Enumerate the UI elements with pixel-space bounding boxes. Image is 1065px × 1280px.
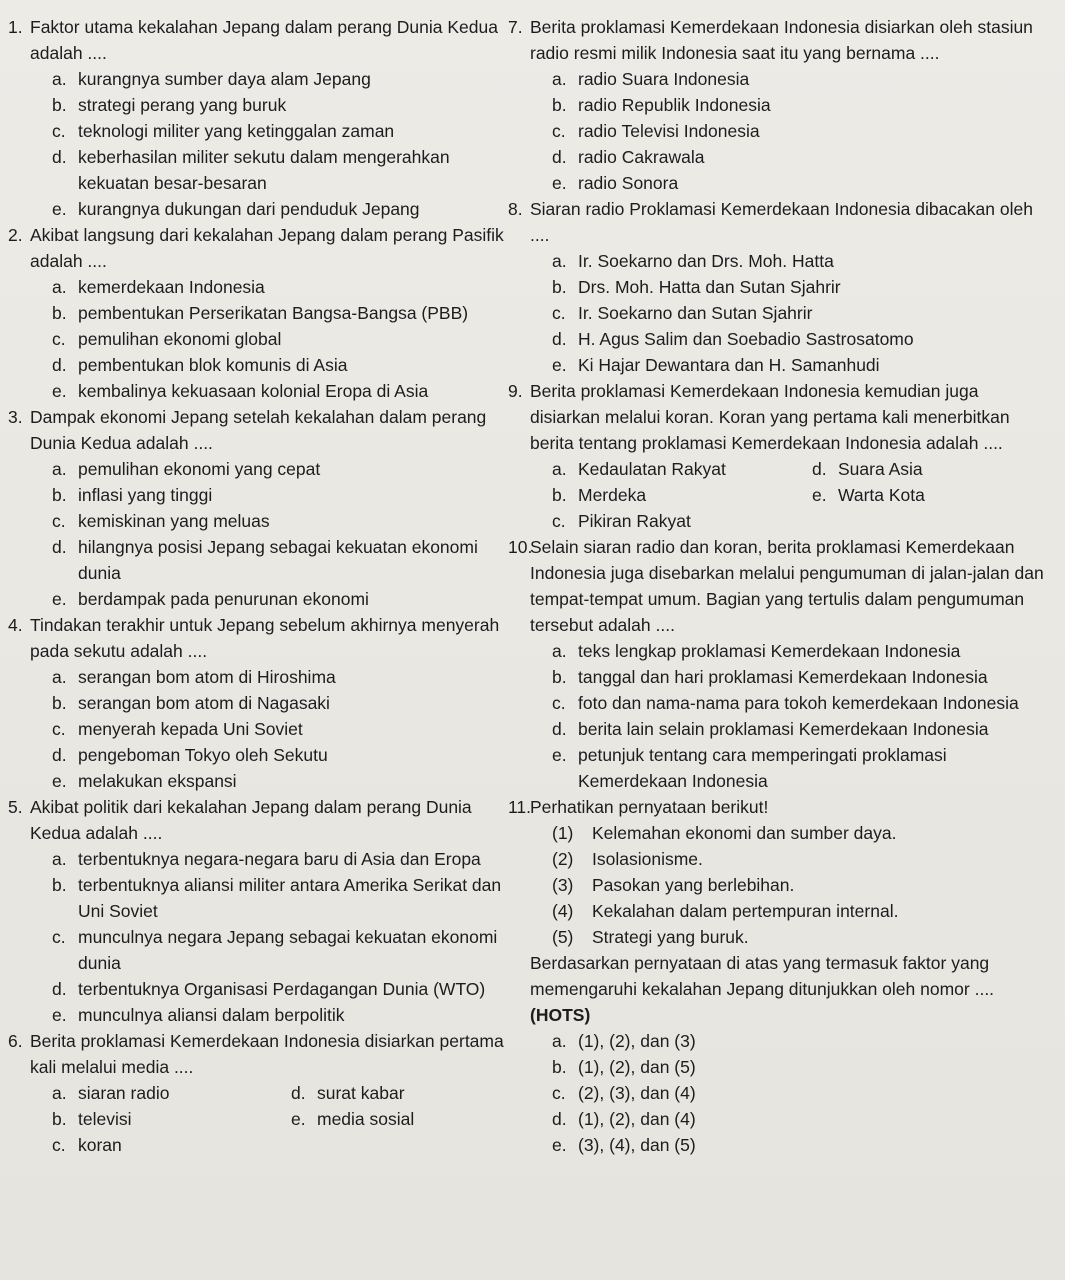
answer-option[interactable] (530, 118, 1053, 144)
option-letter: b. (52, 693, 67, 713)
left-column (8, 14, 508, 1158)
question-item (508, 14, 1053, 196)
question-text: Faktor utama kekalahan Jepang dalam perang Dunia Kedua adalah .... (30, 17, 498, 63)
statement-number: (4) (552, 901, 574, 921)
option-text: Pikiran Rakyat (578, 511, 691, 531)
option-letter: e. (52, 381, 67, 401)
answer-option[interactable] (790, 456, 1053, 482)
option-letter: d. (52, 537, 67, 557)
answer-option[interactable] (30, 92, 508, 118)
option-letter: e. (52, 1005, 67, 1025)
option-grid (30, 1080, 508, 1158)
answer-option[interactable] (30, 508, 508, 534)
statement-text: Kelemahan ekonomi dan sumber daya. (592, 823, 897, 843)
answer-option[interactable] (530, 1106, 1053, 1132)
option-letter: d. (552, 1109, 567, 1129)
option-text: kurangnya dukungan dari penduduk Jepang (78, 199, 420, 219)
option-letter: b. (52, 485, 67, 505)
question-number: 6. (8, 1031, 23, 1051)
answer-option[interactable] (530, 1054, 1053, 1080)
question-text: Akibat langsung dari kekalahan Jepang dalam perang Pasifik adalah .... (30, 225, 504, 271)
option-letter: d. (552, 329, 567, 349)
option-letter: d. (52, 979, 67, 999)
option-letter: d. (52, 147, 67, 167)
option-letter: a. (552, 1031, 567, 1051)
answer-option[interactable] (530, 274, 1053, 300)
option-grid (530, 456, 1053, 534)
answer-option[interactable] (30, 534, 508, 586)
option-letter: d. (552, 719, 567, 739)
answer-option[interactable] (30, 1132, 269, 1158)
question-text: Akibat politik dari kekalahan Jepang dalam perang Dunia Kedua adalah .... (30, 797, 472, 843)
option-letter: a. (552, 459, 567, 479)
statement-item (552, 898, 1053, 924)
option-letter: e. (291, 1109, 306, 1129)
option-letter: c. (552, 303, 566, 323)
answer-option[interactable] (530, 1028, 1053, 1054)
option-letter: d. (52, 745, 67, 765)
option-letter: a. (52, 459, 67, 479)
option-letter: c. (52, 719, 66, 739)
option-letter: c. (552, 1083, 566, 1103)
answer-option[interactable] (530, 456, 790, 482)
question-item (8, 222, 508, 404)
option-letter: a. (52, 1083, 67, 1103)
option-text: serangan bom atom di Nagasaki (78, 693, 330, 713)
option-text: kemerdekaan Indonesia (78, 277, 265, 297)
option-letter: c. (52, 121, 66, 141)
answer-option[interactable] (30, 768, 508, 794)
answer-option[interactable] (530, 352, 1053, 378)
option-text: terbentuknya aliansi militer antara Amerika Serikat dan Uni Soviet (78, 875, 502, 921)
question-number: 9. (508, 381, 523, 401)
option-letter: c. (552, 511, 566, 531)
option-letter: a. (52, 277, 67, 297)
option-text: Warta Kota (838, 485, 925, 505)
option-letter: b. (52, 303, 67, 323)
option-letter: e. (52, 199, 67, 219)
option-letter: e. (552, 173, 567, 193)
answer-option[interactable] (30, 326, 508, 352)
option-text: melakukan ekspansi (78, 771, 237, 791)
option-text: tanggal dan hari proklamasi Kemerdekaan Indonesia (578, 667, 988, 687)
question-text: Siaran radio Proklamasi Kemerdekaan Indonesia dibacakan oleh .... (530, 199, 1033, 245)
answer-option[interactable] (530, 326, 1053, 352)
statement-number: (3) (552, 875, 574, 895)
question-number: 11. (508, 797, 532, 817)
option-text: radio Republik Indonesia (578, 95, 771, 115)
question-number: 4. (8, 615, 23, 635)
option-list (30, 846, 508, 1028)
question-item (8, 14, 508, 222)
answer-option[interactable] (530, 300, 1053, 326)
answer-option[interactable] (30, 196, 508, 222)
option-text: terbentuknya Organisasi Perdagangan Dunia (WTO) (78, 979, 486, 999)
option-text: Suara Asia (838, 459, 923, 479)
option-text: menyerah kepada Uni Soviet (78, 719, 303, 739)
answer-option[interactable] (30, 352, 508, 378)
answer-option[interactable] (530, 144, 1053, 170)
option-text: siaran radio (78, 1083, 170, 1103)
answer-option[interactable] (530, 508, 790, 534)
answer-option[interactable] (30, 664, 508, 690)
answer-option[interactable] (30, 274, 508, 300)
answer-option[interactable] (30, 872, 508, 924)
statement-item (552, 872, 1053, 898)
answer-option[interactable] (30, 300, 508, 326)
statement-text: Isolasionisme. (592, 849, 703, 869)
option-text: radio Suara Indonesia (578, 69, 750, 89)
question-item (508, 196, 1053, 378)
answer-option[interactable] (269, 1106, 508, 1132)
option-text: (1), (2), dan (5) (578, 1057, 696, 1077)
option-text: Merdeka (578, 485, 647, 505)
option-text: (1), (2), dan (3) (578, 1031, 696, 1051)
option-list (30, 456, 508, 612)
answer-option[interactable] (530, 638, 1053, 664)
question-text: Selain siaran radio dan koran, berita proklamasi Kemerdekaan Indonesia juga disebarkan melalui pengumuman di jalan-jalan dan tempat-tempat umum. Bagian yang tertulis dalam pengumuman tersebut adalah .... (530, 537, 1044, 635)
question-text: Berita proklamasi Kemerdekaan Indonesia disiarkan pertama kali melalui media .... (30, 1031, 504, 1077)
option-text: kurangnya sumber daya alam Jepang (78, 69, 371, 89)
statement-number: (5) (552, 927, 574, 947)
answer-option[interactable] (30, 118, 508, 144)
answer-option[interactable] (30, 144, 508, 196)
option-letter: b. (52, 875, 67, 895)
answer-option[interactable] (30, 482, 508, 508)
answer-option[interactable] (530, 742, 1053, 794)
option-letter: b. (52, 1109, 67, 1129)
option-list (30, 664, 508, 794)
option-text: radio Sonora (578, 173, 679, 193)
answer-option[interactable] (790, 482, 1053, 508)
option-letter: e. (552, 745, 567, 765)
option-text: media sosial (317, 1109, 415, 1129)
answer-option[interactable] (530, 66, 1053, 92)
option-list (30, 274, 508, 404)
statement-text: Pasokan yang berlebihan. (592, 875, 795, 895)
option-text: berita lain selain proklamasi Kemerdekaan Indonesia (578, 719, 989, 739)
answer-option[interactable] (30, 1080, 269, 1106)
option-text: teks lengkap proklamasi Kemerdekaan Indonesia (578, 641, 961, 661)
question-item (8, 1028, 508, 1158)
hots-label: (HOTS) (530, 1005, 591, 1025)
question-item (8, 404, 508, 612)
option-letter: e. (552, 1135, 567, 1155)
option-letter: a. (552, 69, 567, 89)
option-text: hilangnya posisi Jepang sebagai kekuatan ekonomi dunia (78, 537, 478, 583)
option-text: (1), (2), dan (4) (578, 1109, 696, 1129)
option-text: televisi (78, 1109, 132, 1129)
option-letter: c. (52, 1135, 66, 1155)
option-list (530, 66, 1053, 196)
answer-option[interactable] (30, 1106, 269, 1132)
option-text: kembalinya kekuasaan kolonial Eropa di Asia (78, 381, 429, 401)
option-text: strategi perang yang buruk (78, 95, 287, 115)
question-number: 10. (508, 537, 533, 557)
option-text: surat kabar (317, 1083, 405, 1103)
option-letter: c. (552, 693, 566, 713)
option-list (530, 638, 1053, 794)
option-letter: c. (52, 927, 66, 947)
answer-option[interactable] (530, 716, 1053, 742)
answer-option[interactable] (269, 1080, 508, 1106)
answer-option[interactable] (530, 690, 1053, 716)
option-text: radio Televisi Indonesia (578, 121, 760, 141)
answer-option[interactable] (30, 690, 508, 716)
statement-text: Kekalahan dalam pertempuran internal. (592, 901, 899, 921)
answer-option[interactable] (30, 66, 508, 92)
option-text: terbentuknya negara-negara baru di Asia dan Eropa (78, 849, 481, 869)
statement-list (530, 820, 1053, 950)
statement-item (552, 820, 1053, 846)
option-text: (3), (4), dan (5) (578, 1135, 696, 1155)
statement-number: (1) (552, 823, 574, 843)
option-list (30, 66, 508, 222)
right-column (508, 14, 1053, 1158)
option-letter: c. (52, 329, 66, 349)
answer-option[interactable] (530, 1132, 1053, 1158)
answer-option (790, 508, 1053, 534)
option-letter: d. (552, 147, 567, 167)
answer-option[interactable] (30, 976, 508, 1002)
option-letter: a. (52, 69, 67, 89)
option-text: Drs. Moh. Hatta dan Sutan Sjahrir (578, 277, 841, 297)
option-text: koran (78, 1135, 122, 1155)
option-letter: d. (52, 355, 67, 375)
statement-number: (2) (552, 849, 574, 869)
question-instruction (530, 950, 1053, 1028)
option-text: pembentukan blok komunis di Asia (78, 355, 348, 375)
answer-option[interactable] (30, 846, 508, 872)
question-text: Berita proklamasi Kemerdekaan Indonesia disiarkan oleh stasiun radio resmi milik Indonesia saat itu yang bernama .... (530, 17, 1033, 63)
option-letter: b. (552, 277, 567, 297)
option-text: radio Cakrawala (578, 147, 705, 167)
option-text: pemulihan ekonomi global (78, 329, 282, 349)
option-text: pengeboman Tokyo oleh Sekutu (78, 745, 328, 765)
question-text: Dampak ekonomi Jepang setelah kekalahan dalam perang Dunia Kedua adalah .... (30, 407, 487, 453)
option-letter: d. (812, 459, 827, 479)
question-number: 8. (508, 199, 523, 219)
question-item (8, 612, 508, 794)
question-text: Perhatikan pernyataan berikut! (530, 797, 769, 817)
option-text: pembentukan Perserikatan Bangsa-Bangsa (PBB) (78, 303, 469, 323)
question-number: 7. (508, 17, 523, 37)
question-number: 1. (8, 17, 23, 37)
statement-item (552, 846, 1053, 872)
answer-option[interactable] (30, 456, 508, 482)
question-number: 2. (8, 225, 23, 245)
option-letter: e. (52, 589, 67, 609)
question-item (508, 794, 1053, 1158)
option-letter: a. (552, 251, 567, 271)
option-letter: c. (552, 121, 566, 141)
answer-option[interactable] (530, 170, 1053, 196)
question-number: 3. (8, 407, 23, 427)
option-list (530, 1028, 1053, 1158)
option-letter: d. (291, 1083, 306, 1103)
answer-option[interactable] (530, 482, 790, 508)
answer-option[interactable] (30, 378, 508, 404)
option-text: teknologi militer yang ketinggalan zaman (78, 121, 395, 141)
option-text: Kedaulatan Rakyat (578, 459, 726, 479)
answer-option[interactable] (530, 1080, 1053, 1106)
option-letter: b. (552, 1057, 567, 1077)
option-text: serangan bom atom di Hiroshima (78, 667, 336, 687)
option-text: berdampak pada penurunan ekonomi (78, 589, 369, 609)
answer-option[interactable] (530, 664, 1053, 690)
option-list (530, 248, 1053, 378)
option-text: Ir. Soekarno dan Drs. Moh. Hatta (578, 251, 834, 271)
option-letter: b. (552, 95, 567, 115)
option-text: pemulihan ekonomi yang cepat (78, 459, 321, 479)
question-item (8, 794, 508, 1028)
question-item (508, 378, 1053, 534)
option-text: H. Agus Salim dan Soebadio Sastrosatomo (578, 329, 914, 349)
answer-option[interactable] (30, 716, 508, 742)
option-letter: a. (52, 849, 67, 869)
option-letter: e. (812, 485, 827, 505)
answer-option[interactable] (530, 248, 1053, 274)
option-text: Ir. Soekarno dan Sutan Sjahrir (578, 303, 813, 323)
answer-option[interactable] (30, 924, 508, 976)
option-text: (2), (3), dan (4) (578, 1083, 696, 1103)
option-text: inflasi yang tinggi (78, 485, 213, 505)
statement-text: Strategi yang buruk. (592, 927, 749, 947)
answer-option[interactable] (30, 586, 508, 612)
option-text: munculnya negara Jepang sebagai kekuatan ekonomi dunia (78, 927, 498, 973)
option-text: munculnya aliansi dalam berpolitik (78, 1005, 345, 1025)
question-item (508, 534, 1053, 794)
instruction-text: Berdasarkan pernyataan di atas yang termasuk faktor yang memengaruhi kekalahan Jepang ditunjukkan oleh nomor .... (530, 953, 995, 999)
option-letter: b. (552, 485, 567, 505)
option-letter: a. (52, 667, 67, 687)
question-text: Berita proklamasi Kemerdekaan Indonesia kemudian juga disiarkan melalui koran. Koran yang pertama kali menerbitkan berita tentang proklamasi Kemerdekaan Indonesia adalah .... (530, 381, 1010, 453)
question-text: Tindakan terakhir untuk Jepang sebelum akhirnya menyerah pada sekutu adalah .... (30, 615, 500, 661)
option-text: kemiskinan yang meluas (78, 511, 270, 531)
answer-option[interactable] (30, 742, 508, 768)
option-text: Ki Hajar Dewantara dan H. Samanhudi (578, 355, 880, 375)
option-letter: e. (552, 355, 567, 375)
answer-option (269, 1132, 508, 1158)
option-text: petunjuk tentang cara memperingati proklamasi Kemerdekaan Indonesia (578, 745, 947, 791)
question-number: 5. (8, 797, 23, 817)
answer-option[interactable] (30, 1002, 508, 1028)
answer-option[interactable] (530, 92, 1053, 118)
option-letter: b. (552, 667, 567, 687)
option-text: foto dan nama-nama para tokoh kemerdekaan Indonesia (578, 693, 1019, 713)
option-letter: e. (52, 771, 67, 791)
statement-item (552, 924, 1053, 950)
option-letter: b. (52, 95, 67, 115)
option-text: keberhasilan militer sekutu dalam mengerahkan kekuatan besar-besaran (78, 147, 450, 193)
option-letter: c. (52, 511, 66, 531)
option-letter: a. (552, 641, 567, 661)
